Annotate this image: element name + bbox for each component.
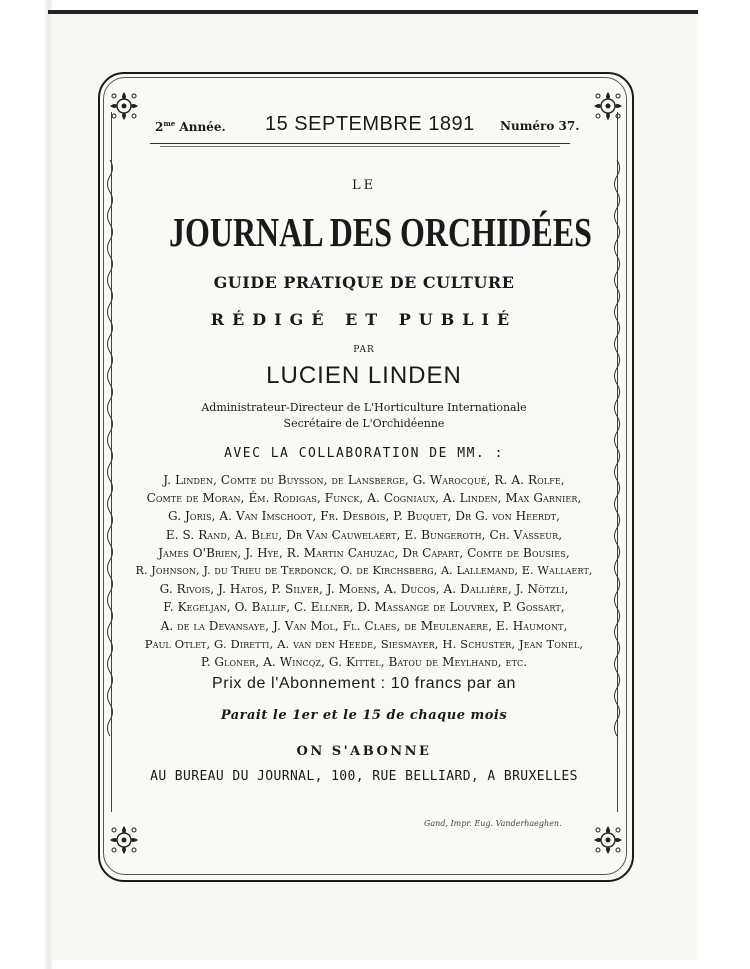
annee-number: 2 [155, 120, 164, 134]
author-role-administrator: Administrateur-Directeur de L'Horticulture Internationale [201, 401, 527, 414]
annee-suffix: me [163, 119, 176, 128]
scan-margin-right [698, 14, 750, 960]
collaborator-line: E. S. Rand, A. Bleu, Dr Van Cauwelaert, E. Bungeroth, Ch. Vasseur, [165, 527, 563, 542]
corner-ornament-icon [106, 822, 142, 858]
scan-margin-left [0, 0, 52, 969]
subscribe-heading: ON S'ABONNE [296, 744, 432, 759]
author-name: LUCIEN LINDEN [266, 362, 462, 389]
corner-ornament-icon [106, 88, 142, 124]
header-rule [150, 143, 570, 144]
collaborator-line: R. Johnson, J. du Trieu de Terdonck, O. de Kirchsberg, A. Lallemand, E. Wallaert, [135, 564, 593, 577]
year-of-publication [155, 119, 226, 134]
collaborator-line: J. Linden, Comte du Buysson, de Lansberge, G. Warocqué, R. A. Rolfe, [163, 473, 565, 487]
subscription-price: Prix de l'Abonnement : 10 francs par an [212, 675, 516, 692]
title-article: LE [351, 178, 377, 193]
annee-word: Année. [179, 120, 226, 134]
collaboration-heading: AVEC LA COLLABORATION DE MM. : [224, 446, 504, 461]
issue-header [150, 113, 590, 141]
corner-ornament-icon [590, 88, 626, 124]
header-rule-thin [160, 146, 560, 147]
par-label: PAR [353, 345, 375, 355]
scan-top-edge [48, 10, 698, 14]
redige-et-publie: RÉDIGÉ ET PUBLIÉ [210, 310, 518, 329]
publication-frequency: Parait le 1er et le 15 de chaque mois [220, 708, 508, 723]
collaborator-line: James O'Brien, J. Hye, R. Martin Cahuzac, Dr Capart, Comte de Bousies, [158, 545, 570, 560]
issue-date: 15 SEPTEMBRE 1891 [265, 113, 475, 135]
collaborator-line: G. Rivois, J. Hatos, P. Silver, J. Moens, A. Ducos, A. Dallière, J. Nötzli, [159, 582, 569, 597]
journal-subtitle: GUIDE PRATIQUE DE CULTURE [213, 273, 515, 292]
journal-title: JOURNAL DES ORCHIDÉES [169, 209, 592, 255]
author-role-secretary: Secrétaire de L'Orchidéenne [283, 417, 445, 430]
subscription-address: AU BUREAU DU JOURNAL, 100, RUE BELLIARD, A BRUXELLES [150, 769, 578, 784]
collaborator-line: P. Gloner, A. Wincqz, G. Kittel, Batou de Meylhand, etc. [200, 655, 528, 669]
collaborator-line: F. Kegeljan, O. Ballif, C. Ellner, D. Massange de Louvrex, P. Gossart, [163, 600, 565, 615]
collaborator-line: Paul Otlet, G. Diretti, A. van den Heede, Siesmayer, H. Schuster, Jean Tonel, [144, 636, 584, 651]
issue-number: Numéro 37. [500, 119, 580, 133]
collaborator-line: A. de la Devansaye, J. Van Mol, Fl. Claes, de Meulenaere, E. Haumont, [160, 618, 568, 633]
printer-imprint: Gand, Impr. Eug. Vanderhaeghen. [424, 819, 562, 828]
collaborator-line: Comte de Moran, Ém. Rodigas, Funck, A. Cogniaux, A. Linden, Max Garnier, [146, 491, 582, 506]
corner-ornament-icon [590, 822, 626, 858]
collaborator-line: G. Joris, A. Van Imschoot, Fr. Desbois, P. Buquet, Dr G. von Heerdt, [167, 509, 561, 524]
